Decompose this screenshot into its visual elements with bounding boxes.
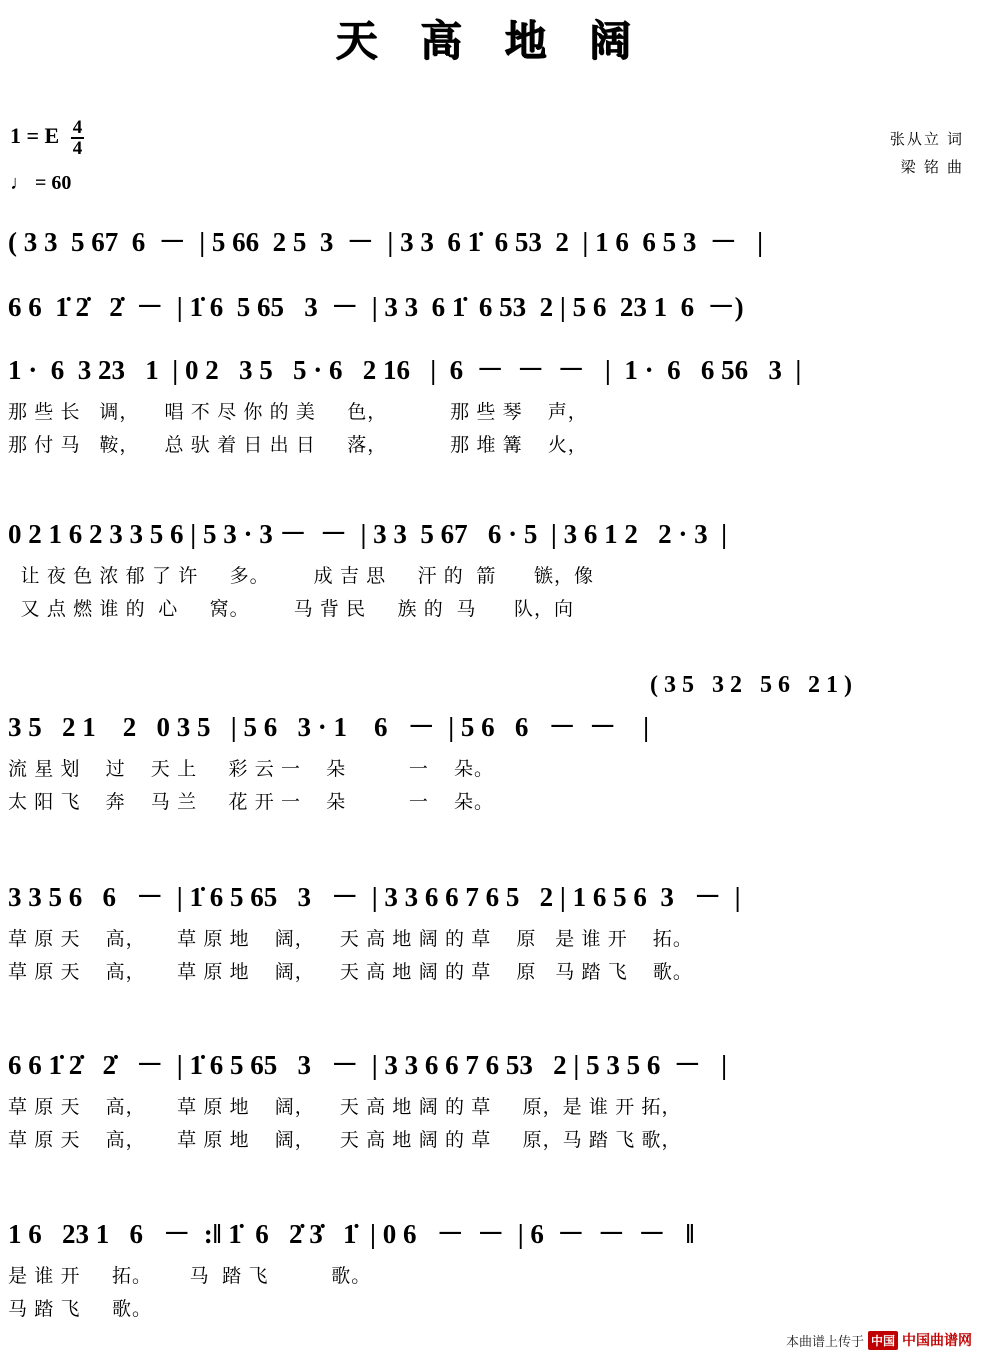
time-signature-denominator: 4 (72, 138, 83, 159)
credits (890, 126, 964, 182)
site-name: 中国曲谱网 (902, 1332, 972, 1348)
composer: 梁 铭 曲 (900, 159, 964, 176)
lyric-line-2: 那 付 马 鞍， 总 驮 着 日 出 日 落， 那 堆 篝 火， (8, 435, 588, 456)
page-title: 天 高 地 阔 (335, 19, 647, 65)
lyric-line-1: 那 些 长 调， 唱 不 尽 你 的 美 色， 那 些 琴 声， (8, 402, 588, 423)
lyric-line-1: 让 夜 色 浓 郁 了 许 多。 成 吉 思 汗 的 箭 镞，像 (8, 566, 595, 587)
lyric-line-2: 太 阳 飞 奔 马 兰 花 开 一 朵 一 朵。 (8, 792, 495, 813)
notation-line: 1 6 23 1 6 － :‖ 1̇ 6 2̇ 3̇ 1̇ | 0 6 － － | 6 － － － ‖ (8, 1219, 695, 1249)
notation-line: 3 3 5 6 6 － | 1̇ 6 5 65 3 － | 3 3 6 6 7 6 5 2 | 1 6 5 6 3 － | (8, 882, 741, 912)
lyric-line-2: 马 踏 飞 歌。 (8, 1299, 152, 1320)
footer-watermark (786, 1330, 972, 1350)
notation-line: 0 2 1 6 2 3 3 5 6 | 5 3 · 3 － － | 3 3 5 67 6 · 5 | 3 6 1 2 2 · 3 | (8, 519, 728, 549)
music-system-ending (0, 1212, 982, 1321)
lyric-line-2: 草 原 天 高， 草 原 地 阔， 天 高 地 阔 的 草 原 马 踏 飞 歌。 (8, 962, 693, 983)
key-signature (10, 118, 84, 158)
music-system-chorus-1 (0, 875, 982, 984)
time-signature (71, 118, 85, 158)
lyric-line-1: 草 原 天 高， 草 原 地 阔， 天 高 地 阔 的 草 原，是 谁 开 拓， (8, 1097, 682, 1118)
notation-line: 3 5 2 1 2 0 3 5 | 5 6 3 · 1 6 － | 5 6 6 － － | (8, 712, 650, 742)
time-signature-numerator: 4 (72, 117, 83, 138)
notation-line: 6 6 1̇ 2̇ 2̇ － | 1̇ 6 5 65 3 － | 3 3 6 6 7 6 53 2 | 5 3 5 6 － | (8, 1050, 728, 1080)
notation-line: 6 6 1̇ 2̇ 2̇ － | 1̇ 6 5 65 3 － | 3 3 6 1̇ 6 53 2 | 5 6 23 1 6 －) (8, 292, 744, 322)
music-system-verse-1 (0, 348, 982, 457)
lyric-line-1: 草 原 天 高， 草 原 地 阔， 天 高 地 阔 的 草 原 是 谁 开 拓。 (8, 929, 693, 950)
music-system-verse-2 (0, 512, 982, 621)
site-logo-icon: 中国 (868, 1331, 898, 1350)
footer-text: 本曲谱上传于 (785, 1333, 864, 1349)
lyric-line-1: 是 谁 开 拓。 马 踏 飞 歌。 (8, 1266, 372, 1287)
notation-line: ( 3 3 5 67 6 － | 5 66 2 5 3 － | 3 3 6 1̇ 6 53 2 | 1 6 6 5 3 － | (8, 227, 764, 257)
music-system-intro-1 (0, 220, 982, 259)
lyric-line-2: 草 原 天 高， 草 原 地 阔， 天 高 地 阔 的 草 原，马 踏 飞 歌， (8, 1130, 682, 1151)
lyricist: 张从立 词 (889, 131, 964, 148)
notation-line: 1 · 6 3 23 1 | 0 2 3 5 5 · 6 2 16 | 6 － － － | 1 · 6 6 56 3 | (8, 355, 802, 385)
music-system-chorus-2 (0, 1043, 982, 1152)
ossia-bracket: ( 3 5 3 2 5 6 2 1 ) (650, 672, 852, 698)
lyric-line-1: 流 星 划 过 天 上 彩 云 一 朵 一 朵。 (8, 759, 495, 780)
key-label: 1 = (10, 123, 40, 149)
music-system-verse-3 (0, 672, 982, 814)
tempo-marking: ♩ = 60 (10, 172, 72, 194)
key-value: E (44, 123, 60, 149)
music-system-intro-2 (0, 285, 982, 324)
lyric-line-2: 又 点 燃 谁 的 心 窝。 马 背 民 族 的 马 队，向 (8, 599, 575, 620)
